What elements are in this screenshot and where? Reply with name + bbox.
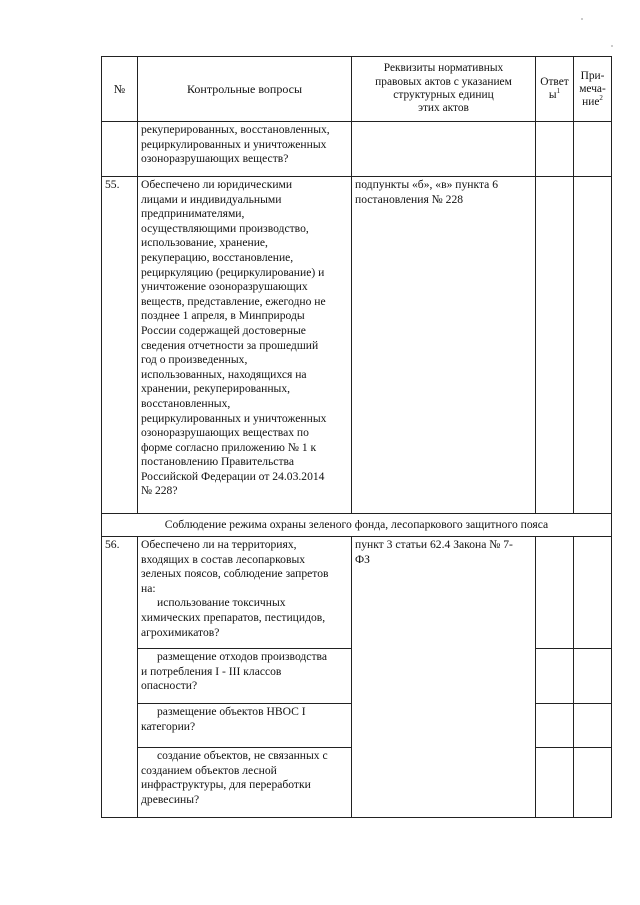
- cell-requisites: [352, 177, 536, 514]
- question-line: лицами и индивидуальными: [141, 192, 282, 206]
- question-line: категории?: [141, 719, 196, 733]
- question-line: инфраструктуры, для переработки: [141, 778, 311, 792]
- header-number: №: [102, 57, 138, 122]
- question-line: использование, хранение,: [141, 236, 268, 250]
- question-line: озоноразрушающих веществах по: [141, 426, 309, 440]
- question-line: год о произведенных,: [141, 353, 248, 367]
- checklist-table: [101, 56, 612, 818]
- question-line: использованных, находящихся на: [141, 367, 307, 381]
- table-row-continuation: [102, 122, 612, 177]
- cell-note[interactable]: [574, 704, 612, 748]
- cell-answer[interactable]: [536, 649, 574, 704]
- requisites-line: постановления № 228: [355, 192, 464, 206]
- cell-requisites: [352, 537, 536, 818]
- question-line: и потребления I - III классов: [141, 664, 282, 678]
- header-requisites: [352, 57, 536, 122]
- question-line: хранении, рекуперированных,: [141, 382, 291, 396]
- header-note-line: [577, 93, 608, 109]
- requisites-line: пункт 3 статьи 62.4 Закона № 7-: [355, 538, 513, 551]
- header-note-line: При-: [580, 69, 605, 82]
- cell-number: 56.: [102, 537, 138, 818]
- footnote-ref-2: 2: [599, 93, 603, 102]
- cell-question: [138, 748, 352, 818]
- question-line: зеленых поясов, соблюдение запретов: [141, 567, 329, 581]
- cell-number: [102, 122, 138, 177]
- question-line: восстановленных,: [141, 396, 231, 410]
- requisites-line: ФЗ: [355, 552, 370, 566]
- table-row-56: [102, 537, 612, 649]
- header-answer-line: [539, 89, 570, 102]
- question-line: № 228?: [141, 484, 178, 498]
- section-title: Соблюдение режима охраны зеленого фонда, лесопаркового защитного пояса: [102, 514, 612, 537]
- cell-answer[interactable]: [536, 748, 574, 818]
- question-line: постановлению Правительства: [141, 455, 294, 469]
- header-requisites-line: этих актов: [418, 102, 469, 115]
- cell-question: [138, 649, 352, 704]
- table-header-row: [102, 57, 612, 122]
- question-line: опасности?: [141, 679, 198, 693]
- cell-note[interactable]: [574, 122, 612, 177]
- requisites-line: подпункты «б», «в» пункта 6: [355, 178, 498, 191]
- question-line: древесины?: [141, 792, 200, 806]
- footnote-ref-1: 1: [556, 87, 561, 96]
- question-line: химических препаратов, пестицидов,: [141, 610, 326, 624]
- question-line: России содержащей достоверные: [141, 323, 306, 337]
- cell-answer[interactable]: [536, 122, 574, 177]
- cell-note[interactable]: [574, 649, 612, 704]
- question-line: созданием объектов лесной: [141, 763, 277, 777]
- header-questions: Контрольные вопросы: [138, 57, 352, 122]
- header-note-line: меча-: [579, 82, 606, 95]
- question-line: рециркулированных и уничтоженных: [141, 137, 327, 151]
- cell-note[interactable]: [574, 177, 612, 514]
- scan-speck: [611, 45, 613, 47]
- question-line: Обеспечено ли юридическими: [141, 178, 293, 191]
- header-note-tail: ние: [582, 95, 600, 108]
- cell-requisites: [352, 122, 536, 177]
- question-line: создание объектов, не связанных с: [157, 749, 328, 762]
- cell-note[interactable]: [574, 537, 612, 649]
- cell-answer[interactable]: [536, 704, 574, 748]
- question-line: уничтожение озоноразрушающих: [141, 280, 308, 294]
- table-section-row: [102, 514, 612, 537]
- question-line: рециркуляцию (рециркулирование) и: [141, 265, 325, 279]
- question-line: форме согласно приложению № 1 к: [141, 440, 317, 454]
- question-line: рециркулированных и уничтоженных: [141, 411, 327, 425]
- question-line: сведения отчетности за прошедший: [141, 338, 319, 352]
- question-line: рекуперацию, восстановление,: [141, 250, 294, 264]
- table-row-55: [102, 177, 612, 514]
- question-line: рекуперированных, восстановленных,: [141, 123, 330, 136]
- scan-speck: [581, 18, 583, 20]
- header-answer-tail: ы: [548, 89, 557, 101]
- header-answer: [536, 57, 574, 122]
- header-note: [574, 57, 612, 122]
- question-line: Обеспечено ли на территориях,: [141, 538, 297, 551]
- cell-number: 55.: [102, 177, 138, 514]
- question-line: Российской Федерации от 24.03.2014: [141, 469, 325, 483]
- question-line: агрохимикатов?: [141, 625, 220, 639]
- cell-question: [138, 122, 352, 177]
- header-answer-line: Ответ: [540, 76, 569, 88]
- cell-question: [138, 177, 352, 514]
- question-line: на:: [141, 581, 156, 595]
- question-line: позднее 1 апреля, в Минприроды: [141, 309, 305, 323]
- cell-question: [138, 704, 352, 748]
- cell-note[interactable]: [574, 748, 612, 818]
- question-line: предпринимателями,: [141, 207, 245, 221]
- cell-question: [138, 537, 352, 649]
- question-line: использование токсичных: [157, 596, 286, 610]
- header-requisites-line: правовых актов с указанием: [375, 75, 512, 88]
- header-requisites-line: Реквизиты нормативных: [383, 62, 504, 75]
- cell-answer[interactable]: [536, 177, 574, 514]
- question-line: входящих в состав лесопарковых: [141, 552, 306, 566]
- question-line: веществ, представление, ежегодно не: [141, 294, 326, 308]
- cell-answer[interactable]: [536, 537, 574, 649]
- question-line: осуществляющими производство,: [141, 221, 309, 235]
- header-requisites-line: структурных единиц: [393, 89, 494, 101]
- question-line: размещение отходов производства: [157, 650, 327, 663]
- question-line: размещение объектов НВОС I: [157, 705, 306, 718]
- question-line: озоноразрушающих веществ?: [141, 152, 289, 166]
